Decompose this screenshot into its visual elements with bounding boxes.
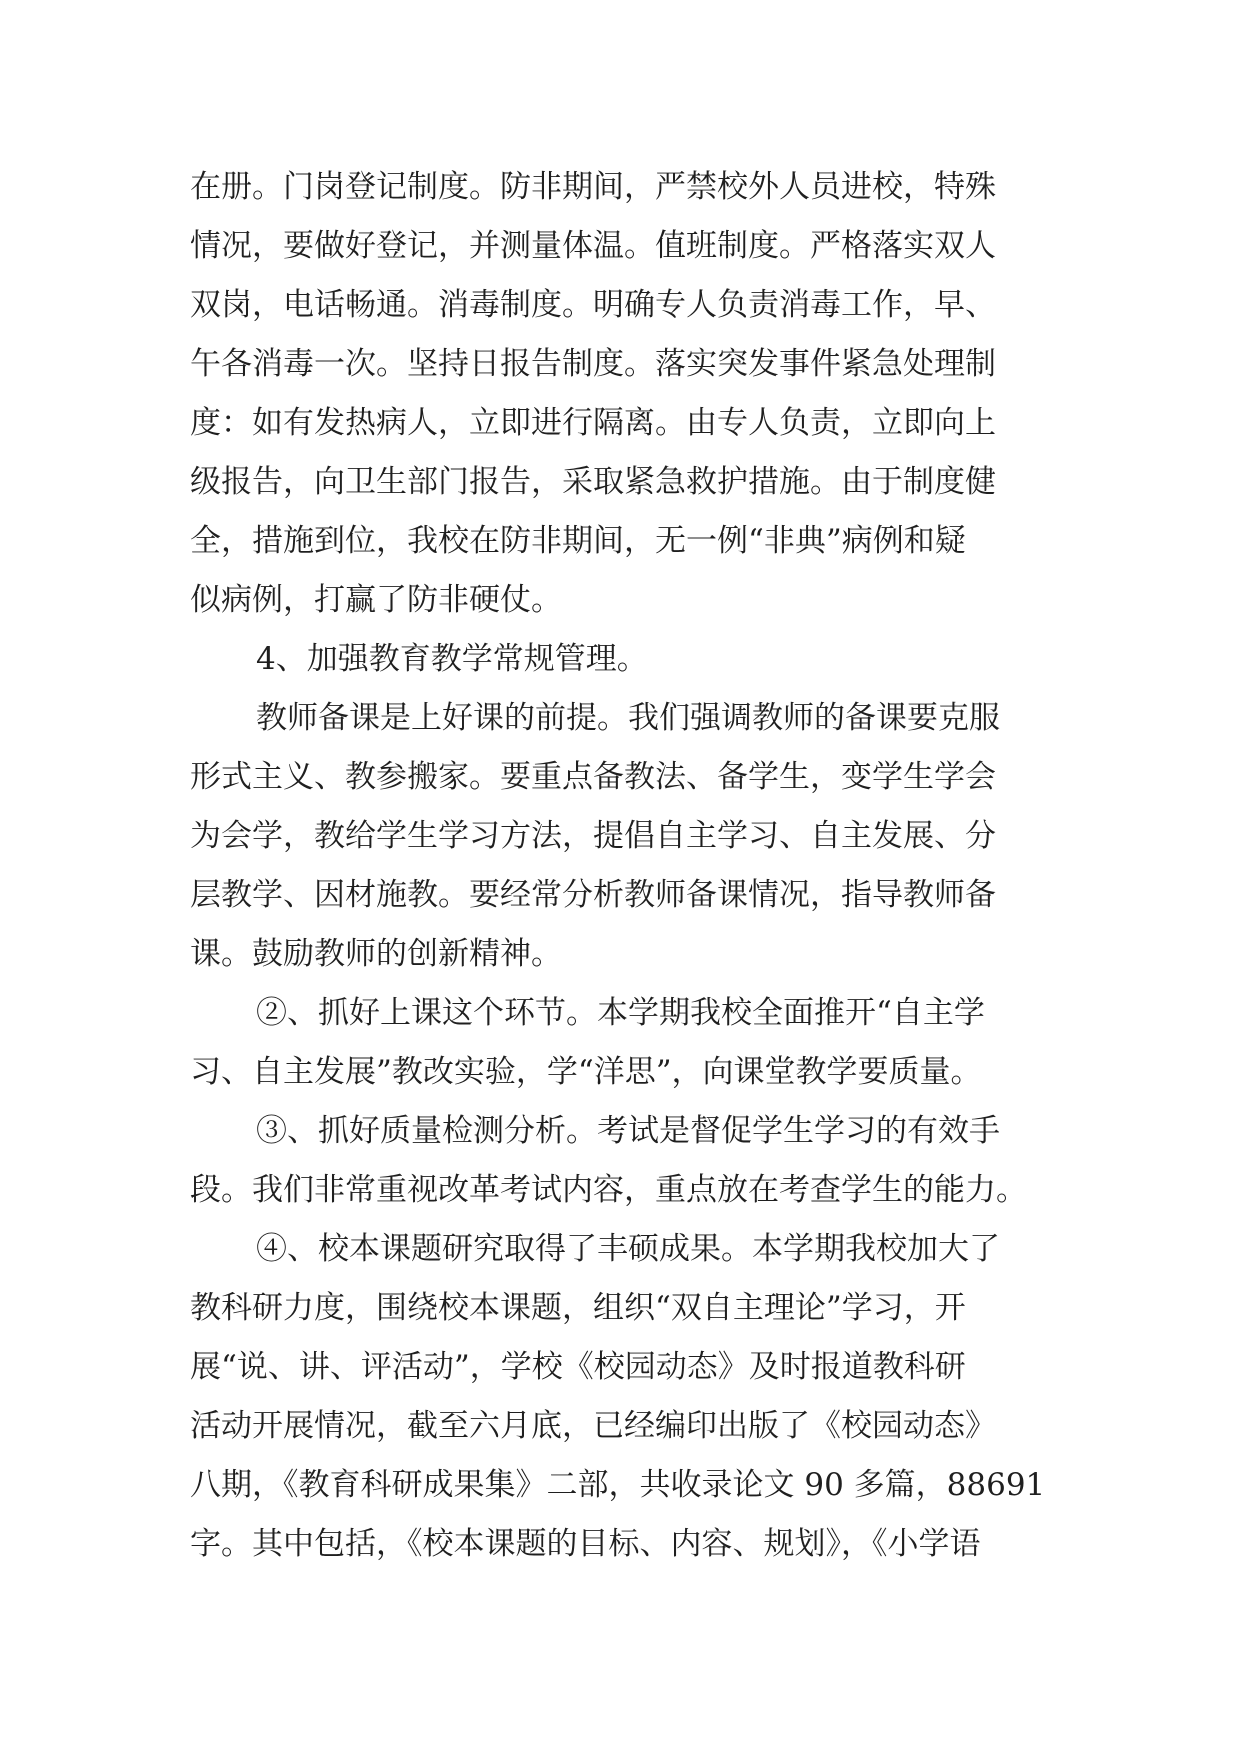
body-text — [190, 158, 1070, 1574]
text-line: 段。我们非常重视改革考试内容，重点放在考查学生的能力。 — [190, 1172, 1027, 1208]
text-line: 展“说、讲、评活动”，学校《校园动态》及时报道教科研 — [190, 1349, 966, 1385]
text-line: ②、抓好上课这个环节。本学期我校全面推开“自主学 — [256, 995, 985, 1031]
text-line: 教师备课是上好课的前提。我们强调教师的备课要克服 — [256, 700, 1000, 736]
text-line: 字。其中包括，《校本课题的目标、内容、规划》，《小学语 — [190, 1526, 981, 1562]
text-line: ④、校本课题研究取得了丰硕成果。本学期我校加大了 — [256, 1231, 1000, 1267]
text-line: 八期，《教育科研成果集》二部，共收录论文 90 多篇，88691 — [190, 1467, 1046, 1503]
text-line: 度：如有发热病人，立即进行隔离。由专人负责，立即向上 — [190, 405, 996, 441]
text-line: 形式主义、教参搬家。要重点备教法、备学生，变学生学会 — [190, 759, 996, 795]
text-line: 课。鼓励教师的创新精神。 — [190, 936, 562, 972]
text-line: 双岗，电话畅通。消毒制度。明确专人负责消毒工作，早、 — [190, 287, 996, 323]
text-line: 在册。门岗登记制度。防非期间，严禁校外人员进校，特殊 — [190, 169, 996, 205]
text-line: 午各消毒一次。坚持日报告制度。落实突发事件紧急处理制 — [190, 346, 996, 382]
text-line: 情况，要做好登记，并测量体温。值班制度。严格落实双人 — [190, 228, 996, 264]
text-line: 层教学、因材施教。要经常分析教师备课情况，指导教师备 — [190, 877, 996, 913]
text-line: ③、抓好质量检测分析。考试是督促学生学习的有效手 — [256, 1113, 1000, 1149]
text-line: 教科研力度，围绕校本课题，组织“双自主理论”学习，开 — [190, 1290, 966, 1326]
text-line: 习、自主发展”教改实验，学“洋思”，向课堂教学要质量。 — [190, 1054, 982, 1090]
text-line: 为会学，教给学生学习方法，提倡自主学习、自主发展、分 — [190, 818, 996, 854]
text-line: 全，措施到位，我校在防非期间，无一例“非典”病例和疑 — [190, 523, 966, 559]
text-line: 活动开展情况，截至六月底，已经编印出版了《校园动态》 — [190, 1408, 996, 1444]
text-line: 4、加强教育教学常规管理。 — [256, 641, 648, 677]
text-line: 级报告，向卫生部门报告，采取紧急救护措施。由于制度健 — [190, 464, 996, 500]
text-line: 似病例，打赢了防非硬仗。 — [190, 582, 562, 618]
